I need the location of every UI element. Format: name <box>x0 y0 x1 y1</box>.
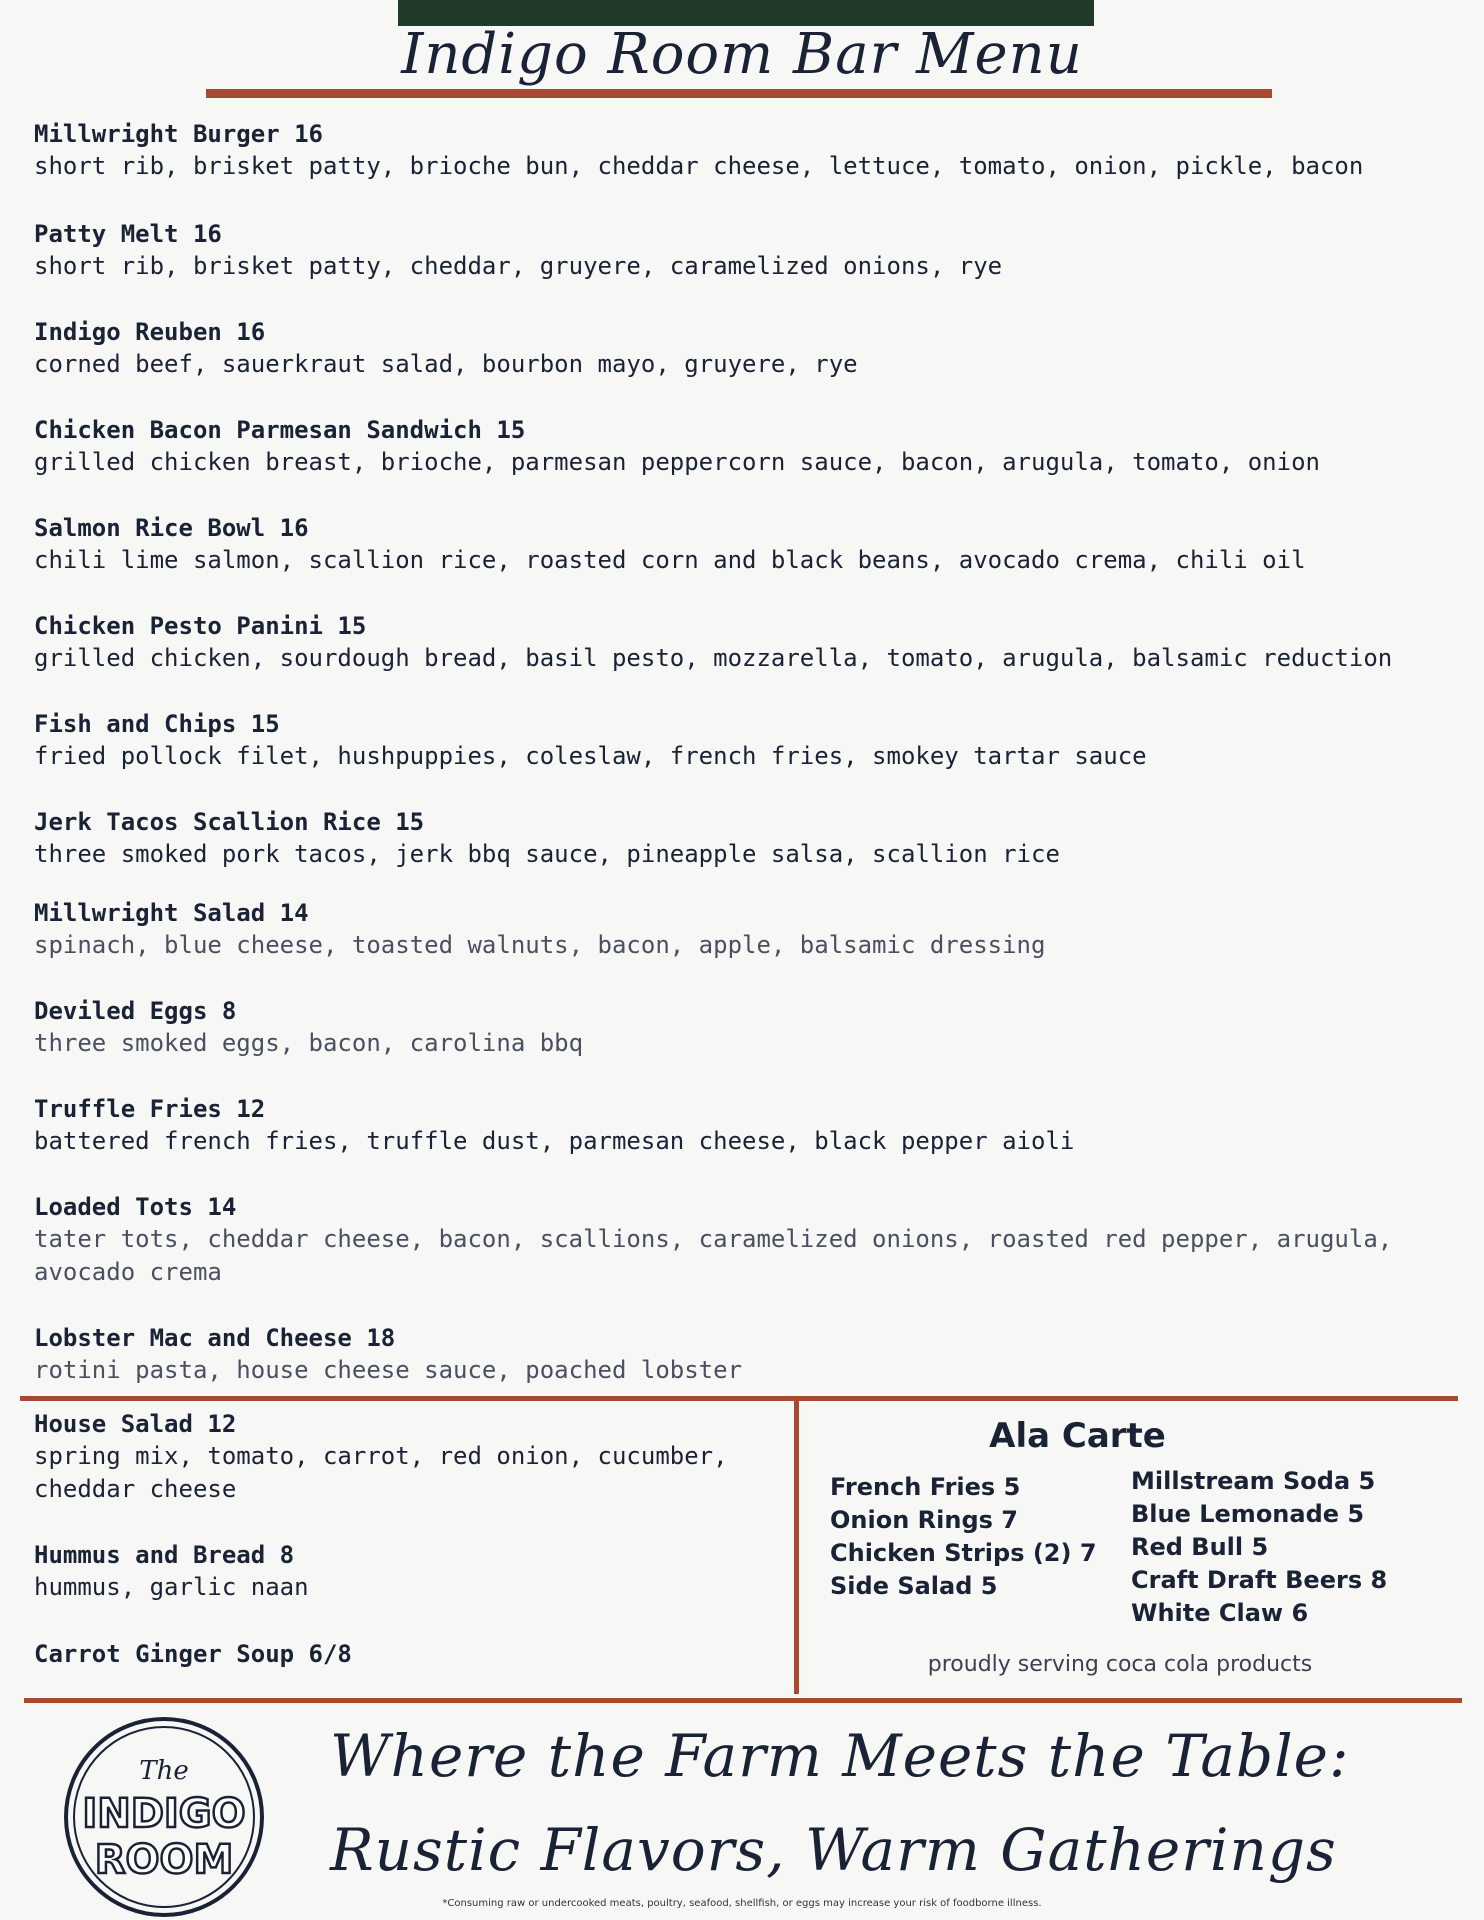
coca-cola-note: proudly serving coca cola products <box>927 1652 1313 1677</box>
ala-carte-item: French Fries 5 <box>830 1473 1021 1501</box>
foodborne-illness-disclaimer: *Consuming raw or undercooked meats, poultry, seafood, shellfish, or eggs may increase your risk of foodborne illness. <box>442 1898 1042 1909</box>
item-name: Hummus and Bread 8 <box>34 1541 295 1569</box>
item-description: hummus, garlic naan <box>34 1573 309 1601</box>
item-description: chili lime salmon, scallion rice, roasted corn and black beans, avocado crema, chili oil <box>34 546 1306 574</box>
menu-item <box>34 316 1454 414</box>
lower-menu-items <box>34 1408 784 1670</box>
menu-item <box>34 1539 784 1638</box>
tagline-line-1: Where the Farm Meets the Table: <box>330 1722 1350 1790</box>
item-description: rotini pasta, house cheese sauce, poached lobster <box>34 1356 743 1384</box>
menu-item <box>34 1322 1454 1387</box>
tagline-line-2: Rustic Flavors, Warm Gatherings <box>330 1816 1337 1884</box>
menu-title: Indigo Room Bar Menu <box>401 22 1083 87</box>
item-description: corned beef, sauerkraut salad, bourbon mayo, gruyere, rye <box>34 350 858 378</box>
menu-item <box>34 1093 1454 1191</box>
item-description: tater tots, cheddar cheese, bacon, scallions, caramelized onions, roasted red pepper, arugula, avocado crema <box>34 1225 1393 1286</box>
menu-item <box>34 708 1454 806</box>
item-description: grilled chicken breast, brioche, parmesan peppercorn sauce, bacon, arugula, tomato, onion <box>34 448 1320 476</box>
menu-item <box>34 995 1454 1093</box>
menu-item <box>34 1191 1454 1322</box>
ala-carte-item: Chicken Strips (2) 7 <box>830 1539 1097 1567</box>
item-name: Millwright Burger 16 <box>34 120 323 148</box>
menu-item <box>34 806 1454 897</box>
item-description: three smoked pork tacos, jerk bbq sauce, pineapple salsa, scallion rice <box>34 840 1060 868</box>
item-name: Chicken Pesto Panini 15 <box>34 612 367 640</box>
title-underline <box>206 89 1272 98</box>
ala-carte-sides-list <box>830 1471 1097 1603</box>
item-description: short rib, brisket patty, cheddar, gruyere, caramelized onions, rye <box>34 252 1003 280</box>
menu-item <box>34 897 1454 995</box>
item-description: short rib, brisket patty, brioche bun, cheddar cheese, lettuce, tomato, onion, pickle, bacon <box>34 152 1364 180</box>
menu-item <box>34 610 1454 708</box>
ala-carte-item: Craft Draft Beers 8 <box>1131 1566 1388 1594</box>
item-description: grilled chicken, sourdough bread, basil pesto, mozzarella, tomato, arugula, balsamic reduction <box>34 644 1393 672</box>
section-divider <box>20 1396 1458 1401</box>
menu-item <box>34 1638 784 1670</box>
ala-carte-item: Millstream Soda 5 <box>1131 1467 1376 1495</box>
item-name: Lobster Mac and Cheese 18 <box>34 1324 396 1352</box>
menu-items-list <box>34 118 1454 1387</box>
item-name: Salmon Rice Bowl 16 <box>34 514 309 542</box>
item-name: Fish and Chips 15 <box>34 710 280 738</box>
ala-carte-title: Ala Carte <box>989 1416 1166 1456</box>
menu-item <box>34 1408 784 1539</box>
ala-carte-item: Blue Lemonade 5 <box>1131 1500 1365 1528</box>
ala-carte-item: Side Salad 5 <box>830 1572 998 1600</box>
ala-carte-item: Red Bull 5 <box>1131 1533 1269 1561</box>
menu-item <box>34 218 1454 316</box>
logo-text-indigo: INDIGO <box>82 1791 246 1837</box>
item-description: spring mix, tomato, carrot, red onion, cucumber, cheddar cheese <box>34 1442 728 1503</box>
item-name: House Salad 12 <box>34 1410 237 1438</box>
item-name: Indigo Reuben 16 <box>34 318 266 346</box>
item-description: spinach, blue cheese, toasted walnuts, bacon, apple, balsamic dressing <box>34 931 1046 959</box>
logo-text-the: The <box>139 1756 189 1786</box>
item-name: Loaded Tots 14 <box>34 1193 237 1221</box>
item-name: Deviled Eggs 8 <box>34 997 237 1025</box>
indigo-room-logo <box>62 1715 266 1919</box>
item-name: Carrot Ginger Soup 6/8 <box>34 1640 352 1668</box>
item-name: Chicken Bacon Parmesan Sandwich 15 <box>34 416 526 444</box>
column-divider <box>794 1399 799 1694</box>
item-name: Patty Melt 16 <box>34 220 222 248</box>
item-description: fried pollock filet, hushpuppies, coleslaw, french fries, smokey tartar sauce <box>34 742 1147 770</box>
menu-item <box>34 118 1454 218</box>
menu-item <box>34 512 1454 610</box>
ala-carte-drinks-list <box>1131 1465 1387 1630</box>
item-name: Jerk Tacos Scallion Rice 15 <box>34 808 425 836</box>
logo-text-room: ROOM <box>94 1837 234 1883</box>
item-description: battered french fries, truffle dust, parmesan cheese, black pepper aioli <box>34 1127 1075 1155</box>
menu-item <box>34 414 1454 512</box>
ala-carte-item: White Claw 6 <box>1131 1599 1309 1627</box>
item-description: three smoked eggs, bacon, carolina bbq <box>34 1029 584 1057</box>
item-name: Truffle Fries 12 <box>34 1095 266 1123</box>
footer-divider <box>24 1698 1462 1703</box>
ala-carte-item: Onion Rings 7 <box>830 1506 1018 1534</box>
item-name: Millwright Salad 14 <box>34 899 309 927</box>
